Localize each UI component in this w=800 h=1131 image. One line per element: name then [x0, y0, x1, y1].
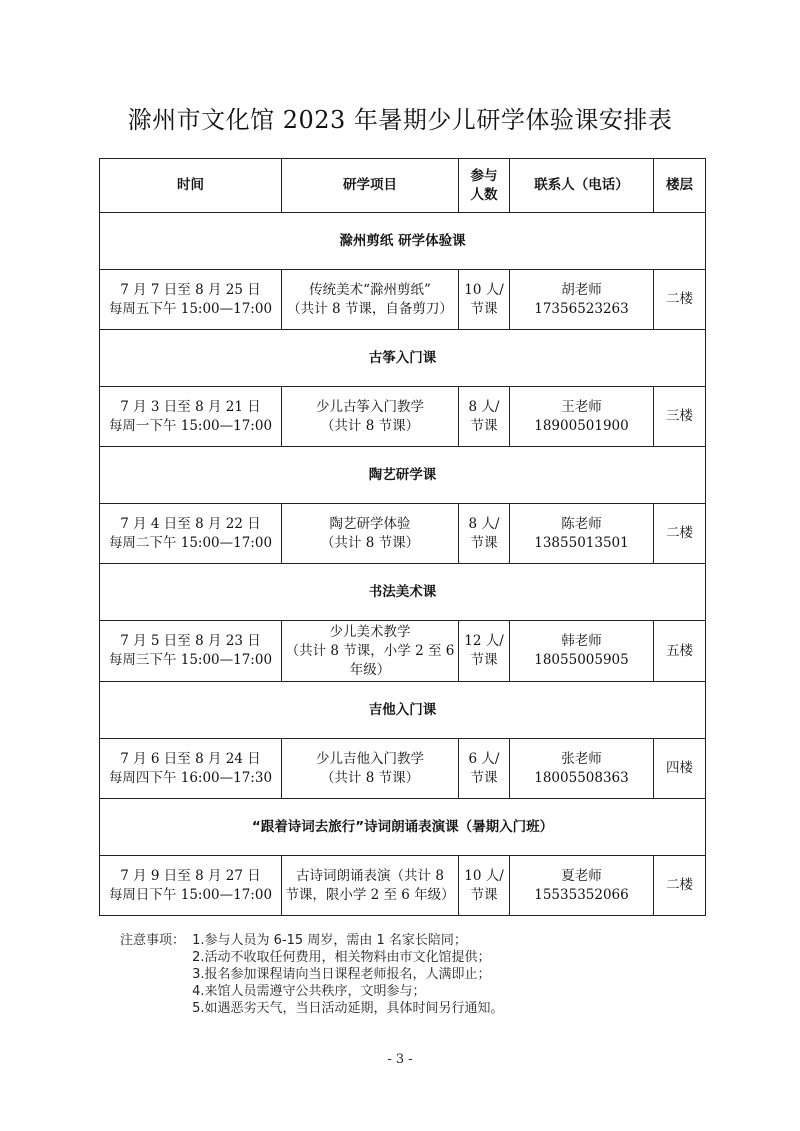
section-row — [100, 330, 706, 387]
table-header-row — [100, 159, 706, 213]
people-line2: 节课 — [470, 652, 498, 668]
project-line2: （共计 8 节课，自备剪刀） — [287, 300, 453, 317]
project-cell — [282, 387, 459, 447]
floor-cell: 二楼 — [654, 856, 706, 916]
table-row — [100, 504, 706, 564]
people-line2: 节课 — [470, 417, 498, 434]
contact-cell: 陈老师 13855013501 — [510, 504, 654, 564]
time-dates: 7 月 4 日至 8 月 22 日 — [120, 515, 261, 532]
contact-cell: 夏老师 15535352066 — [510, 856, 654, 916]
note-item: 1.参与人员为 6-15 周岁，需由 1 名家长陪同； — [192, 933, 467, 948]
floor-cell: 二楼 — [654, 504, 706, 564]
people-line1: 10 人/ — [464, 867, 504, 884]
time-hours: 每周三下午 15:00—17:00 — [108, 652, 273, 668]
time-hours: 每周日下午 15:00—17:00 — [108, 886, 273, 903]
table-row — [100, 270, 706, 330]
contact-cell: 胡老师 17356523263 — [510, 270, 654, 330]
section-row — [100, 447, 706, 504]
project-cell — [282, 856, 459, 916]
project-line1: 传统美术“滁州剪纸” — [309, 281, 431, 298]
floor-cell: 五楼 — [654, 621, 706, 682]
project-line1: 少儿美术教学 — [329, 623, 411, 640]
project-line1: 古诗词朗诵表演（共计 8 — [296, 867, 444, 884]
project-cell — [282, 621, 459, 682]
time-cell — [100, 621, 282, 682]
project-cell — [282, 739, 459, 799]
project-line1: 陶艺研学体验 — [329, 515, 411, 532]
project-line1: 少儿吉他入门教学 — [316, 750, 424, 767]
time-hours: 每周二下午 15:00—17:00 — [108, 534, 273, 551]
project-line3: 年级） — [349, 661, 391, 678]
section-title: 书法美术课 — [100, 564, 706, 621]
people-line1: 6 人/ — [468, 750, 500, 767]
header-time: 时间 — [100, 159, 282, 213]
section-row — [100, 213, 706, 270]
note-item: 5.如遇恶劣天气，当日活动延期，具体时间另行通知。 — [192, 1001, 504, 1016]
floor-cell: 二楼 — [654, 270, 706, 330]
people-cell — [459, 504, 510, 564]
project-line2: （共计 8 节课） — [320, 417, 420, 434]
project-cell — [282, 270, 459, 330]
contact-cell: 韩老师 18055005905 — [510, 621, 654, 682]
people-line1: 8 人/ — [468, 398, 500, 415]
section-title: 陶艺研学课 — [100, 447, 706, 504]
people-line1: 10 人/ — [464, 281, 504, 298]
note-item: 3.报名参加课程请向当日课程老师报名，人满即止； — [192, 967, 491, 982]
time-cell — [100, 387, 282, 447]
header-contact: 联系人（电话） — [510, 159, 654, 213]
section-row — [100, 682, 706, 739]
project-line2: 节课，限小学 2 至 6 年级） — [285, 886, 455, 903]
notes-list — [192, 932, 503, 1017]
table-row — [100, 387, 706, 447]
contact-cell: 张老师 18005508363 — [510, 739, 654, 799]
header-project: 研学项目 — [282, 159, 459, 213]
floor-cell: 三楼 — [654, 387, 706, 447]
time-cell — [100, 504, 282, 564]
section-row — [100, 799, 706, 856]
project-line2: （共计 8 节课，小学 2 至 6 — [285, 642, 455, 659]
time-cell — [100, 856, 282, 916]
time-dates: 7 月 7 日至 8 月 25 日 — [120, 281, 261, 298]
time-cell — [100, 270, 282, 330]
notes-label: 注意事项： — [120, 933, 186, 948]
time-hours: 每周四下午 16:00—17:30 — [108, 769, 273, 786]
people-cell — [459, 739, 510, 799]
schedule-table — [99, 158, 706, 916]
project-cell — [282, 504, 459, 564]
section-row — [100, 564, 706, 621]
section-title: 古筝入门课 — [100, 330, 706, 387]
header-people-line1: 参与 — [470, 167, 498, 184]
note-item: 4.来馆人员需遵守公共秩序，文明参与； — [192, 984, 426, 999]
time-dates: 7 月 6 日至 8 月 24 日 — [120, 750, 261, 767]
people-line2: 节课 — [470, 300, 498, 317]
contact-cell: 王老师 18900501900 — [510, 387, 654, 447]
people-line1: 12 人/ — [464, 633, 504, 649]
people-cell — [459, 387, 510, 447]
header-people — [459, 159, 510, 213]
notes-block — [120, 932, 504, 1017]
document-title: 滁州市文化馆 2023 年暑期少儿研学体验课安排表 — [127, 106, 673, 134]
time-dates: 7 月 9 日至 8 月 27 日 — [120, 867, 261, 884]
time-cell — [100, 739, 282, 799]
header-floor: 楼层 — [654, 159, 706, 213]
header-people-line2: 人数 — [470, 186, 498, 203]
people-cell — [459, 621, 510, 682]
table-row — [100, 739, 706, 799]
people-cell — [459, 270, 510, 330]
time-hours: 每周一下午 15:00—17:00 — [108, 417, 273, 434]
page-number: - 3 - — [387, 1052, 413, 1067]
table-row — [100, 856, 706, 916]
people-line2: 节课 — [470, 769, 498, 786]
table-row — [100, 621, 706, 682]
floor-cell: 四楼 — [654, 739, 706, 799]
time-hours: 每周五下午 15:00—17:00 — [108, 300, 273, 317]
project-line1: 少儿古筝入门教学 — [316, 398, 424, 415]
project-line2: （共计 8 节课） — [320, 769, 420, 786]
people-cell — [459, 856, 510, 916]
project-line2: （共计 8 节课） — [320, 534, 420, 551]
time-dates: 7 月 5 日至 8 月 23 日 — [120, 633, 261, 649]
people-line1: 8 人/ — [468, 515, 500, 532]
people-line2: 节课 — [470, 534, 498, 551]
time-dates: 7 月 3 日至 8 月 21 日 — [120, 398, 261, 415]
section-title: “跟着诗词去旅行”诗词朗诵表演课（暑期入门班） — [100, 799, 706, 856]
people-line2: 节课 — [470, 886, 498, 903]
note-item: 2.活动不收取任何费用，相关物料由市文化馆提供； — [192, 950, 491, 965]
section-title: 滁州剪纸 研学体验课 — [100, 213, 706, 270]
section-title: 吉他入门课 — [100, 682, 706, 739]
